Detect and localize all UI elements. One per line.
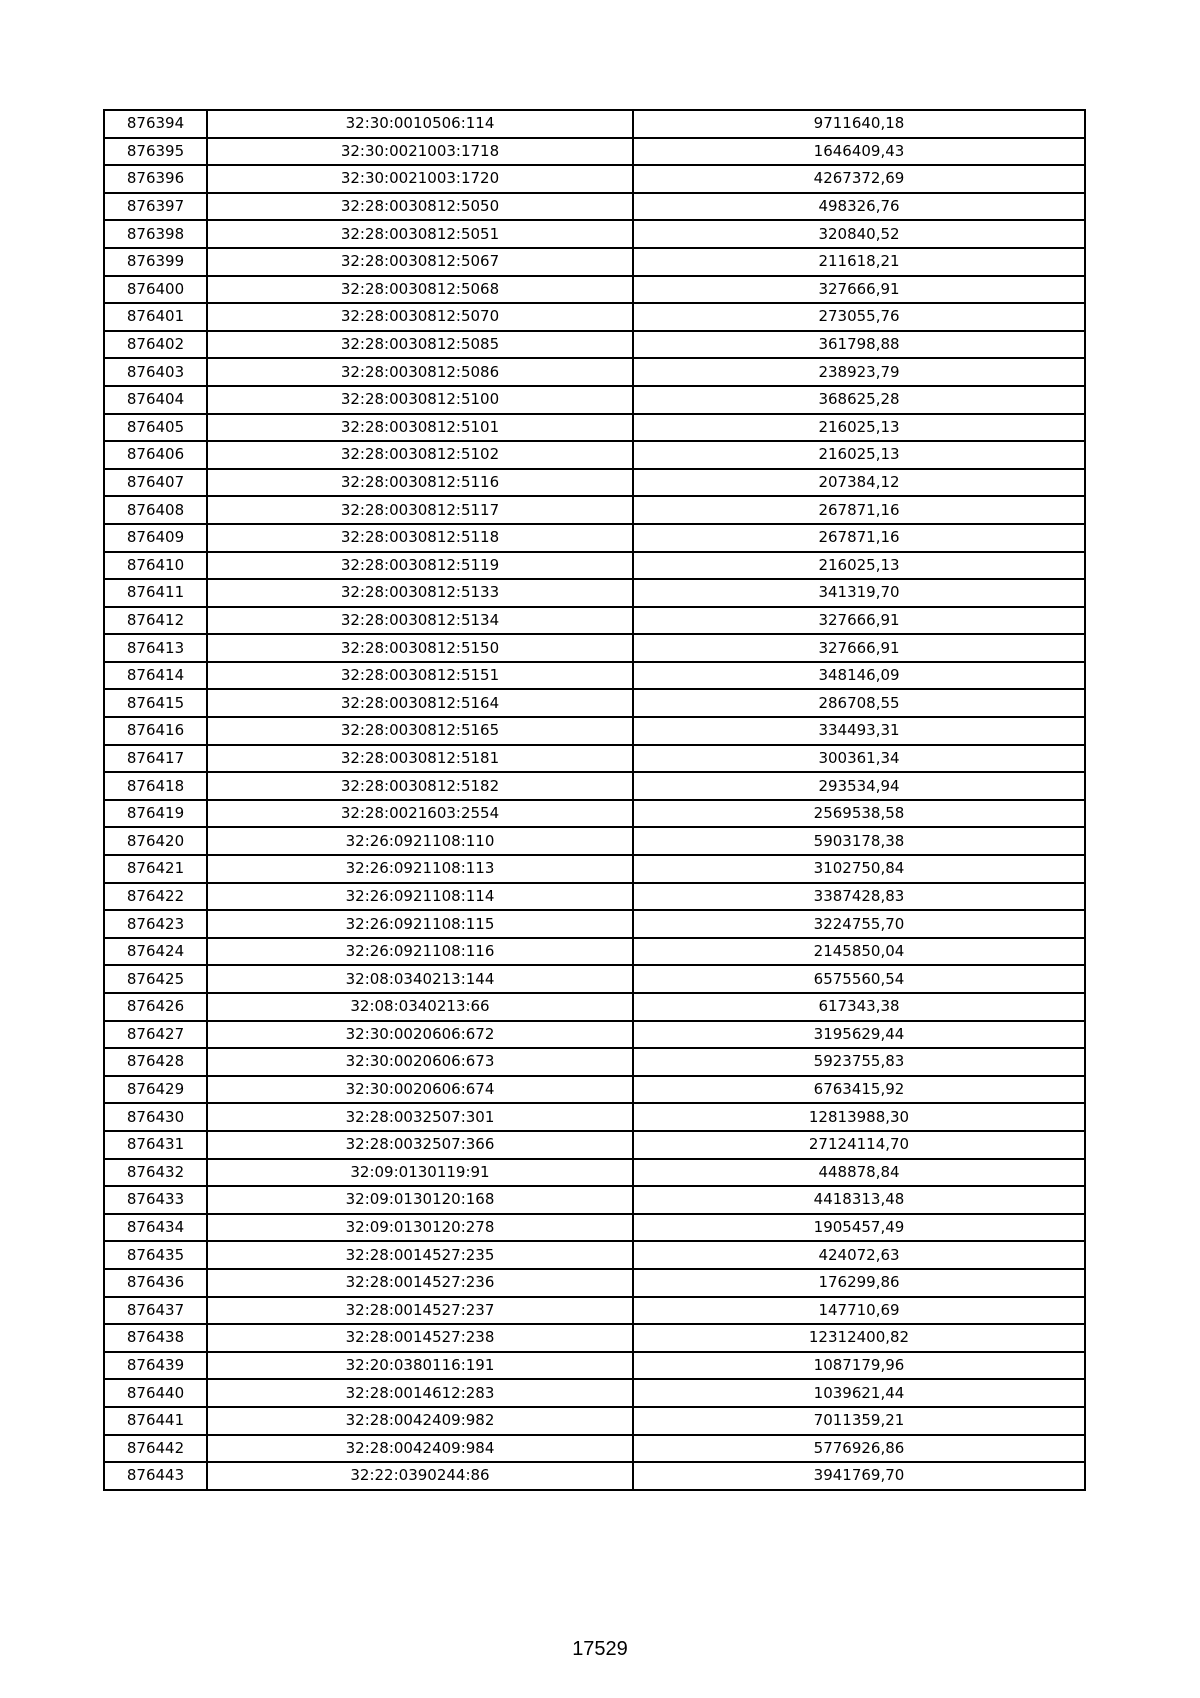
- row-number-cell: 876406: [104, 441, 207, 469]
- row-number-cell: 876428: [104, 1048, 207, 1076]
- row-number-cell: 876398: [104, 220, 207, 248]
- value-cell: 7011359,21: [633, 1407, 1085, 1435]
- cadastral-number-cell: 32:28:0030812:5068: [207, 276, 633, 304]
- cadastral-number-cell: 32:30:0021003:1718: [207, 138, 633, 166]
- table-row: [104, 496, 1085, 524]
- table-row: [104, 1048, 1085, 1076]
- value-cell: 211618,21: [633, 248, 1085, 276]
- cadastral-number-cell: 32:28:0030812:5164: [207, 689, 633, 717]
- table-row: [104, 1297, 1085, 1325]
- cadastral-number-cell: 32:28:0030812:5051: [207, 220, 633, 248]
- cadastral-number-cell: 32:28:0030812:5134: [207, 607, 633, 635]
- value-cell: 327666,91: [633, 634, 1085, 662]
- value-cell: 1646409,43: [633, 138, 1085, 166]
- value-cell: 300361,34: [633, 745, 1085, 773]
- cadastral-number-cell: 32:28:0030812:5050: [207, 193, 633, 221]
- value-cell: 5776926,86: [633, 1435, 1085, 1463]
- cadastral-number-cell: 32:28:0030812:5151: [207, 662, 633, 690]
- table-row: [104, 441, 1085, 469]
- cadastral-number-cell: 32:28:0030812:5119: [207, 552, 633, 580]
- cadastral-number-cell: 32:26:0921108:115: [207, 910, 633, 938]
- cadastral-number-cell: 32:20:0380116:191: [207, 1352, 633, 1380]
- table-row: [104, 358, 1085, 386]
- row-number-cell: 876402: [104, 331, 207, 359]
- cadastral-number-cell: 32:28:0014527:238: [207, 1324, 633, 1352]
- value-cell: 3102750,84: [633, 855, 1085, 883]
- row-number-cell: 876413: [104, 634, 207, 662]
- cadastral-number-cell: 32:28:0030812:5101: [207, 414, 633, 442]
- cadastral-number-cell: 32:28:0014612:283: [207, 1379, 633, 1407]
- cadastral-number-cell: 32:28:0030812:5070: [207, 303, 633, 331]
- row-number-cell: 876400: [104, 276, 207, 304]
- cadastral-number-cell: 32:28:0030812:5117: [207, 496, 633, 524]
- row-number-cell: 876426: [104, 993, 207, 1021]
- table-row: [104, 138, 1085, 166]
- table-row: [104, 193, 1085, 221]
- table-row: [104, 938, 1085, 966]
- value-cell: 207384,12: [633, 469, 1085, 497]
- cadastral-number-cell: 32:09:0130120:168: [207, 1186, 633, 1214]
- cadastral-number-cell: 32:28:0030812:5118: [207, 524, 633, 552]
- row-number-cell: 876404: [104, 386, 207, 414]
- cadastral-number-cell: 32:30:0021003:1720: [207, 165, 633, 193]
- row-number-cell: 876441: [104, 1407, 207, 1435]
- cadastral-number-cell: 32:28:0030812:5067: [207, 248, 633, 276]
- row-number-cell: 876409: [104, 524, 207, 552]
- cadastral-number-cell: 32:22:0390244:86: [207, 1462, 633, 1490]
- cadastral-number-cell: 32:28:0030812:5100: [207, 386, 633, 414]
- value-cell: 176299,86: [633, 1269, 1085, 1297]
- cadastral-number-cell: 32:28:0030812:5165: [207, 717, 633, 745]
- row-number-cell: 876401: [104, 303, 207, 331]
- table-row: [104, 414, 1085, 442]
- table-row: [104, 110, 1085, 138]
- row-number-cell: 876405: [104, 414, 207, 442]
- value-cell: 273055,76: [633, 303, 1085, 331]
- table-row: [104, 331, 1085, 359]
- cadastral-number-cell: 32:09:0130120:278: [207, 1214, 633, 1242]
- value-cell: 320840,52: [633, 220, 1085, 248]
- table-row: [104, 689, 1085, 717]
- cadastral-number-cell: 32:08:0340213:144: [207, 965, 633, 993]
- cadastral-number-cell: 32:28:0030812:5150: [207, 634, 633, 662]
- table-body: [104, 110, 1085, 1490]
- row-number-cell: 876425: [104, 965, 207, 993]
- cadastral-number-cell: 32:26:0921108:110: [207, 827, 633, 855]
- value-cell: 1087179,96: [633, 1352, 1085, 1380]
- row-number-cell: 876420: [104, 827, 207, 855]
- row-number-cell: 876429: [104, 1076, 207, 1104]
- value-cell: 5903178,38: [633, 827, 1085, 855]
- row-number-cell: 876412: [104, 607, 207, 635]
- table-row: [104, 1131, 1085, 1159]
- row-number-cell: 876399: [104, 248, 207, 276]
- cadastral-number-cell: 32:28:0042409:982: [207, 1407, 633, 1435]
- row-number-cell: 876439: [104, 1352, 207, 1380]
- cadastral-number-cell: 32:28:0030812:5182: [207, 772, 633, 800]
- row-number-cell: 876437: [104, 1297, 207, 1325]
- cadastral-number-cell: 32:30:0010506:114: [207, 110, 633, 138]
- row-number-cell: 876424: [104, 938, 207, 966]
- page-number: 17529: [572, 1638, 628, 1660]
- table-row: [104, 386, 1085, 414]
- row-number-cell: 876408: [104, 496, 207, 524]
- value-cell: 4418313,48: [633, 1186, 1085, 1214]
- value-cell: 448878,84: [633, 1159, 1085, 1187]
- row-number-cell: 876432: [104, 1159, 207, 1187]
- table-row: [104, 1435, 1085, 1463]
- row-number-cell: 876410: [104, 552, 207, 580]
- value-cell: 293534,94: [633, 772, 1085, 800]
- value-cell: 147710,69: [633, 1297, 1085, 1325]
- table-row: [104, 883, 1085, 911]
- row-number-cell: 876421: [104, 855, 207, 883]
- cadastral-number-cell: 32:28:0030812:5085: [207, 331, 633, 359]
- value-cell: 424072,63: [633, 1241, 1085, 1269]
- row-number-cell: 876423: [104, 910, 207, 938]
- table-row: [104, 524, 1085, 552]
- value-cell: 216025,13: [633, 552, 1085, 580]
- row-number-cell: 876433: [104, 1186, 207, 1214]
- table-row: [104, 1269, 1085, 1297]
- data-table: [103, 109, 1086, 1491]
- table-row: [104, 579, 1085, 607]
- table-row: [104, 965, 1085, 993]
- table-row: [104, 910, 1085, 938]
- cadastral-number-cell: 32:28:0030812:5116: [207, 469, 633, 497]
- cadastral-number-cell: 32:30:0020606:674: [207, 1076, 633, 1104]
- row-number-cell: 876440: [104, 1379, 207, 1407]
- table-row: [104, 745, 1085, 773]
- row-number-cell: 876422: [104, 883, 207, 911]
- table-row: [104, 772, 1085, 800]
- cadastral-number-cell: 32:26:0921108:116: [207, 938, 633, 966]
- row-number-cell: 876443: [104, 1462, 207, 1490]
- value-cell: 3195629,44: [633, 1021, 1085, 1049]
- row-number-cell: 876434: [104, 1214, 207, 1242]
- row-number-cell: 876436: [104, 1269, 207, 1297]
- value-cell: 341319,70: [633, 579, 1085, 607]
- row-number-cell: 876396: [104, 165, 207, 193]
- row-number-cell: 876395: [104, 138, 207, 166]
- value-cell: 6575560,54: [633, 965, 1085, 993]
- table-row: [104, 165, 1085, 193]
- value-cell: 9711640,18: [633, 110, 1085, 138]
- table-row: [104, 469, 1085, 497]
- value-cell: 3224755,70: [633, 910, 1085, 938]
- value-cell: 286708,55: [633, 689, 1085, 717]
- cadastral-number-cell: 32:28:0021603:2554: [207, 800, 633, 828]
- value-cell: 6763415,92: [633, 1076, 1085, 1104]
- value-cell: 27124114,70: [633, 1131, 1085, 1159]
- row-number-cell: 876435: [104, 1241, 207, 1269]
- table-row: [104, 1462, 1085, 1490]
- row-number-cell: 876394: [104, 110, 207, 138]
- table-row: [104, 1352, 1085, 1380]
- table-row: [104, 1241, 1085, 1269]
- table-row: [104, 303, 1085, 331]
- value-cell: 348146,09: [633, 662, 1085, 690]
- row-number-cell: 876415: [104, 689, 207, 717]
- table-row: [104, 276, 1085, 304]
- table-row: [104, 800, 1085, 828]
- row-number-cell: 876431: [104, 1131, 207, 1159]
- cadastral-number-cell: 32:28:0030812:5102: [207, 441, 633, 469]
- value-cell: 4267372,69: [633, 165, 1085, 193]
- value-cell: 12813988,30: [633, 1103, 1085, 1131]
- table-row: [104, 1076, 1085, 1104]
- value-cell: 216025,13: [633, 441, 1085, 469]
- table-row: [104, 607, 1085, 635]
- value-cell: 216025,13: [633, 414, 1085, 442]
- value-cell: 3941769,70: [633, 1462, 1085, 1490]
- value-cell: 368625,28: [633, 386, 1085, 414]
- cadastral-number-cell: 32:28:0032507:301: [207, 1103, 633, 1131]
- row-number-cell: 876414: [104, 662, 207, 690]
- row-number-cell: 876438: [104, 1324, 207, 1352]
- cadastral-number-cell: 32:26:0921108:114: [207, 883, 633, 911]
- row-number-cell: 876403: [104, 358, 207, 386]
- row-number-cell: 876430: [104, 1103, 207, 1131]
- table-row: [104, 552, 1085, 580]
- table-row: [104, 1379, 1085, 1407]
- cadastral-number-cell: 32:30:0020606:673: [207, 1048, 633, 1076]
- row-number-cell: 876407: [104, 469, 207, 497]
- table-row: [104, 1407, 1085, 1435]
- row-number-cell: 876417: [104, 745, 207, 773]
- row-number-cell: 876419: [104, 800, 207, 828]
- table-row: [104, 634, 1085, 662]
- value-cell: 238923,79: [633, 358, 1085, 386]
- row-number-cell: 876411: [104, 579, 207, 607]
- table-row: [104, 220, 1085, 248]
- table-row: [104, 248, 1085, 276]
- value-cell: 12312400,82: [633, 1324, 1085, 1352]
- row-number-cell: 876427: [104, 1021, 207, 1049]
- value-cell: 2569538,58: [633, 800, 1085, 828]
- value-cell: 3387428,83: [633, 883, 1085, 911]
- table-row: [104, 717, 1085, 745]
- row-number-cell: 876442: [104, 1435, 207, 1463]
- table-row: [104, 1103, 1085, 1131]
- value-cell: 617343,38: [633, 993, 1085, 1021]
- value-cell: 327666,91: [633, 607, 1085, 635]
- table-row: [104, 855, 1085, 883]
- cadastral-number-cell: 32:09:0130119:91: [207, 1159, 633, 1187]
- value-cell: 334493,31: [633, 717, 1085, 745]
- cadastral-number-cell: 32:30:0020606:672: [207, 1021, 633, 1049]
- table-row: [104, 1021, 1085, 1049]
- value-cell: 1905457,49: [633, 1214, 1085, 1242]
- table-row: [104, 1214, 1085, 1242]
- value-cell: 267871,16: [633, 524, 1085, 552]
- value-cell: 327666,91: [633, 276, 1085, 304]
- value-cell: 361798,88: [633, 331, 1085, 359]
- table-row: [104, 1324, 1085, 1352]
- cadastral-number-cell: 32:28:0030812:5181: [207, 745, 633, 773]
- cadastral-number-cell: 32:08:0340213:66: [207, 993, 633, 1021]
- table-row: [104, 1186, 1085, 1214]
- cadastral-number-cell: 32:26:0921108:113: [207, 855, 633, 883]
- value-cell: 267871,16: [633, 496, 1085, 524]
- cadastral-number-cell: 32:28:0014527:236: [207, 1269, 633, 1297]
- row-number-cell: 876416: [104, 717, 207, 745]
- cadastral-number-cell: 32:28:0030812:5133: [207, 579, 633, 607]
- cadastral-number-cell: 32:28:0030812:5086: [207, 358, 633, 386]
- row-number-cell: 876397: [104, 193, 207, 221]
- cadastral-number-cell: 32:28:0032507:366: [207, 1131, 633, 1159]
- cadastral-number-cell: 32:28:0014527:237: [207, 1297, 633, 1325]
- table-row: [104, 993, 1085, 1021]
- row-number-cell: 876418: [104, 772, 207, 800]
- value-cell: 5923755,83: [633, 1048, 1085, 1076]
- table-row: [104, 662, 1085, 690]
- table-row: [104, 1159, 1085, 1187]
- table-row: [104, 827, 1085, 855]
- value-cell: 2145850,04: [633, 938, 1085, 966]
- value-cell: 498326,76: [633, 193, 1085, 221]
- cadastral-number-cell: 32:28:0042409:984: [207, 1435, 633, 1463]
- cadastral-number-cell: 32:28:0014527:235: [207, 1241, 633, 1269]
- value-cell: 1039621,44: [633, 1379, 1085, 1407]
